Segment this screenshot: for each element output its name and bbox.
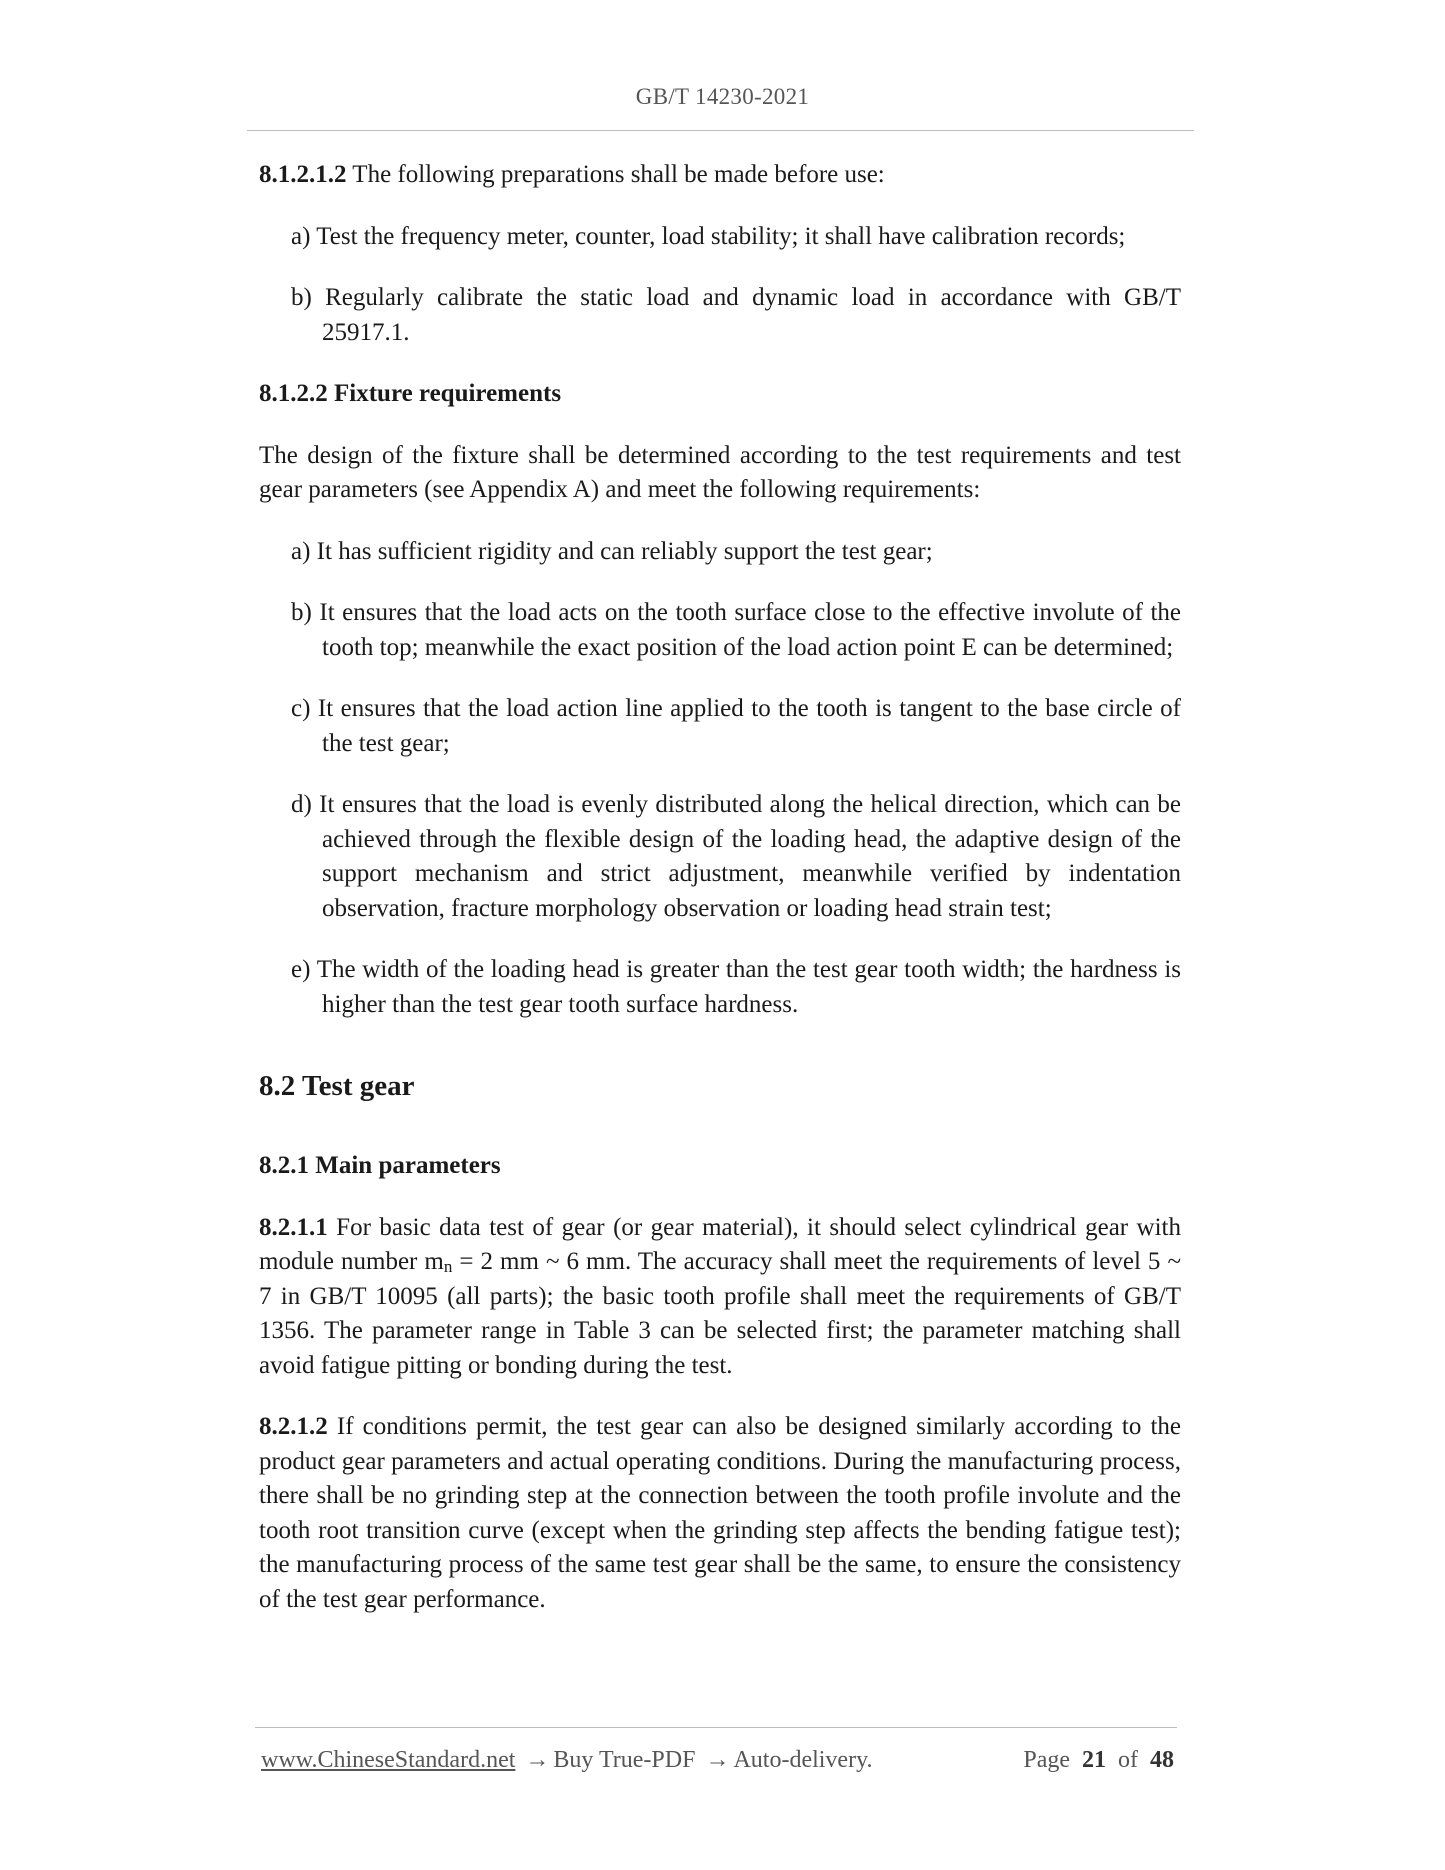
arrow-right-icon: → [705, 1747, 730, 1773]
page-total: 48 [1150, 1747, 1174, 1773]
clause-8-2-1-1 [259, 1211, 1181, 1384]
auto-delivery-text: Auto-delivery. [733, 1747, 873, 1773]
list-item: b) It ensures that the load acts on the tooth surface close to the effective involute of the tooth top; meanwhile the exact position of the load action point E can be determined; [291, 599, 1181, 661]
page-content [259, 158, 1181, 1617]
clause-8-1-2-1-2 [259, 158, 1181, 193]
clause-8-2-1-2 [259, 1410, 1181, 1617]
list-item: a) It has sufficient rigidity and can reliably support the test gear; [291, 537, 933, 565]
heading-test-gear: 8.2 Test gear [259, 1070, 415, 1102]
list-item: c) It ensures that the load action line applied to the tooth is tangent to the base circle of the test gear; [291, 695, 1181, 757]
header-divider [247, 130, 1194, 131]
arrow-right-icon: → [525, 1747, 550, 1773]
clause-text: For basic data test of gear (or gear material), it should select cylindrical gear with module number m [259, 1213, 1181, 1275]
clause-text: = 2 mm ~ 6 mm. The accuracy shall meet the requirements of level 5 ~ 7 in GB/T 10095 (all parts); the basic tooth profile shall meet the requirements of GB/T 1356. The parameter range in Table 3 can be selected first; the parameter matching shall avoid fatigue pitting or bonding during the test. [259, 1248, 1181, 1379]
list-item: b) Regularly calibrate the static load and dynamic load in accordance with GB/T 25917.1. [291, 284, 1181, 346]
clause-number: 8.2.1.2 [259, 1413, 328, 1440]
module-subscript: n [443, 1257, 453, 1276]
list-item: a) Test the frequency meter, counter, load stability; it shall have calibration records; [291, 222, 1126, 250]
clause-number: 8.2.1.1 [259, 1213, 328, 1241]
page-number: 21 [1082, 1747, 1106, 1773]
of-label: of [1118, 1747, 1138, 1773]
page-indicator [1023, 1747, 1174, 1774]
heading-fixture-requirements: 8.1.2.2 Fixture requirements [259, 380, 562, 407]
clause-text: The following preparations shall be made before use: [346, 161, 885, 188]
clause-number: 8.1.2.1.2 [259, 161, 347, 188]
chinese-standard-link[interactable]: www.ChineseStandard.net [261, 1747, 516, 1773]
clause-text: If conditions permit, the test gear can also be designed similarly according to the product gear parameters and actual operating conditions. During the manufacturing process, there shall be no grinding step at the connection between the tooth profile involute and the tooth root transition curve (except when the grinding step affects the bending fatigue test); the manufacturing process of the same test gear shall be the same, to ensure the consistency of the test gear performance. [259, 1413, 1181, 1613]
page-header: GB/T 14230-2021 [635, 84, 810, 109]
paragraph-fixture-design: The design of the fixture shall be determined according to the test requirements and test gear parameters (see Appendix A) and meet the following requirements: [259, 441, 1181, 503]
list-item: e) The width of the loading head is greater than the test gear tooth width; the hardness is higher than the test gear tooth surface hardness. [291, 956, 1181, 1018]
page-label: Page [1023, 1747, 1070, 1773]
heading-main-parameters: 8.2.1 Main parameters [259, 1152, 501, 1179]
footer-divider [255, 1727, 1177, 1728]
list-item: d) It ensures that the load is evenly distributed along the helical direction, which can be achieved through the flexible design of the loading head, the adaptive design of the support mechanism and strict adjustment, meanwhile verified by indentation observation, fracture morphology observation or loading head strain test; [291, 791, 1181, 922]
buy-true-pdf-text: Buy True-PDF [553, 1747, 696, 1773]
footer-promo [261, 1747, 873, 1774]
